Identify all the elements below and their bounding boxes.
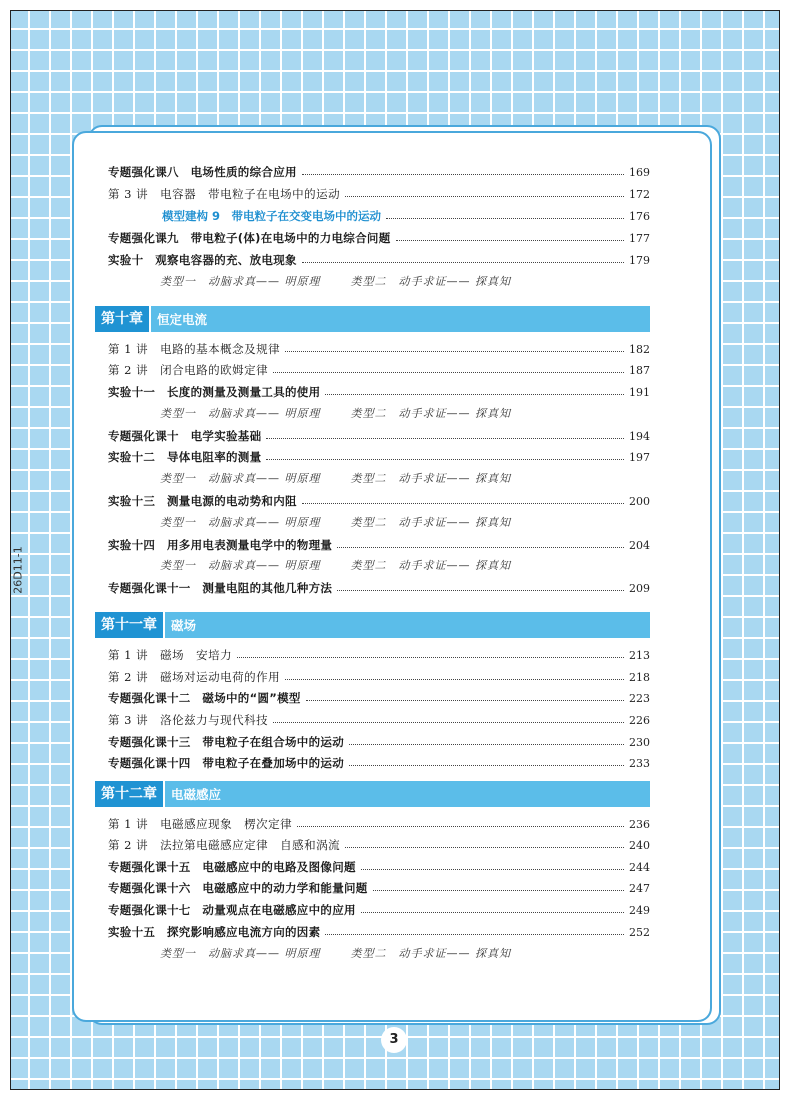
entry-page: 236 <box>629 817 650 831</box>
leader-dots <box>345 847 624 848</box>
leader-dots <box>273 372 624 373</box>
experiment-types <box>160 470 511 488</box>
toc-entry[interactable] <box>108 426 650 446</box>
toc-entry[interactable] <box>108 535 650 555</box>
type-two: 类型二 动手求证—— 探真知 <box>350 516 511 529</box>
toc-entry-model[interactable] <box>162 206 650 226</box>
toc-entry[interactable] <box>108 250 650 270</box>
type-one: 类型一 动脑求真—— 明原理 <box>160 516 321 529</box>
entry-page: 191 <box>629 385 650 399</box>
entry-title: 模型建构 9 带电粒子在交变电场中的运动 <box>162 209 382 223</box>
entry-page: 197 <box>629 450 650 464</box>
entry-title: 专题强化课十五 电磁感应中的电路及图像问题 <box>108 860 356 874</box>
entry-title: 第 2 讲 磁场对运动电荷的作用 <box>108 670 281 684</box>
leader-dots <box>266 459 624 460</box>
leader-dots <box>337 547 624 548</box>
leader-dots <box>302 503 624 504</box>
leader-dots <box>349 744 624 745</box>
entry-page: 172 <box>629 187 650 201</box>
entry-title: 实验十 观察电容器的充、放电现象 <box>108 253 297 267</box>
toc-entry[interactable] <box>108 835 650 855</box>
entry-title: 专题强化课十二 磁场中的“圆”模型 <box>108 691 301 705</box>
leader-dots <box>325 934 624 935</box>
entry-page: 249 <box>629 903 650 917</box>
chapter-number: 第十章 <box>95 306 151 332</box>
toc-entry[interactable] <box>108 922 650 942</box>
page-number: 3 <box>381 1027 407 1053</box>
entry-page: 179 <box>629 253 650 267</box>
chapter-header[interactable] <box>95 306 650 332</box>
toc-entry[interactable] <box>108 878 650 898</box>
entry-title: 第 1 讲 电路的基本概念及规律 <box>108 342 281 356</box>
toc-entry[interactable] <box>108 228 650 248</box>
toc-entry[interactable] <box>108 732 650 752</box>
leader-dots <box>273 722 624 723</box>
entry-title: 实验十二 导体电阻率的测量 <box>108 450 262 464</box>
type-two: 类型二 动手求证—— 探真知 <box>350 472 511 485</box>
entry-title: 专题强化课十 电学实验基础 <box>108 429 262 443</box>
entry-page: 230 <box>629 735 650 749</box>
entry-title: 第 3 讲 洛伦兹力与现代科技 <box>108 713 269 727</box>
type-one: 类型一 动脑求真—— 明原理 <box>160 407 321 420</box>
experiment-types <box>160 405 511 423</box>
leader-dots <box>297 826 624 827</box>
toc-entry[interactable] <box>108 578 650 598</box>
entry-title: 实验十三 测量电源的电动势和内阻 <box>108 494 297 508</box>
entry-page: 187 <box>629 363 650 377</box>
side-code: 26D11-1 <box>11 546 25 594</box>
leader-dots <box>285 351 624 352</box>
toc-entry[interactable] <box>108 491 650 511</box>
entry-page: 204 <box>629 538 650 552</box>
entry-page: 182 <box>629 342 650 356</box>
type-two: 类型二 动手求证—— 探真知 <box>350 407 511 420</box>
leader-dots <box>337 590 624 591</box>
chapter-number: 第十二章 <box>95 781 165 807</box>
leader-dots <box>306 700 624 701</box>
entry-title: 第 2 讲 闭合电路的欧姆定律 <box>108 363 269 377</box>
toc-entry[interactable] <box>108 645 650 665</box>
toc-entry[interactable] <box>108 382 650 402</box>
chapter-name: 磁场 <box>171 618 197 633</box>
entry-page: 169 <box>629 165 650 179</box>
leader-dots <box>349 765 624 766</box>
entry-page: 218 <box>629 670 650 684</box>
type-two: 类型二 动手求证—— 探真知 <box>350 947 511 960</box>
entry-title: 专题强化课十三 带电粒子在组合场中的运动 <box>108 735 344 749</box>
leader-dots <box>345 196 624 197</box>
entry-title: 专题强化课十六 电磁感应中的动力学和能量问题 <box>108 881 368 895</box>
toc-entry[interactable] <box>108 184 650 204</box>
type-two: 类型二 动手求证—— 探真知 <box>350 559 511 572</box>
leader-dots <box>302 174 624 175</box>
entry-page: 240 <box>629 838 650 852</box>
type-one: 类型一 动脑求真—— 明原理 <box>160 275 321 288</box>
chapter-header[interactable] <box>95 612 650 638</box>
type-two: 类型二 动手求证—— 探真知 <box>350 275 511 288</box>
entry-page: 226 <box>629 713 650 727</box>
leader-dots <box>237 657 624 658</box>
leader-dots <box>396 240 624 241</box>
entry-page: 176 <box>629 209 650 223</box>
entry-title: 第 2 讲 法拉第电磁感应定律 自感和涡流 <box>108 838 341 852</box>
entry-page: 223 <box>629 691 650 705</box>
toc-entry[interactable] <box>108 710 650 730</box>
entry-page: 209 <box>629 581 650 595</box>
entry-page: 177 <box>629 231 650 245</box>
type-one: 类型一 动脑求真—— 明原理 <box>160 947 321 960</box>
type-one: 类型一 动脑求真—— 明原理 <box>160 559 321 572</box>
entry-page: 200 <box>629 494 650 508</box>
entry-title: 专题强化课十一 测量电阻的其他几种方法 <box>108 581 333 595</box>
toc-entry[interactable] <box>108 667 650 687</box>
entry-page: 247 <box>629 881 650 895</box>
entry-title: 专题强化课十七 动量观点在电磁感应中的应用 <box>108 903 356 917</box>
experiment-types <box>160 557 511 575</box>
chapter-name: 恒定电流 <box>157 312 208 327</box>
experiment-types <box>160 945 511 963</box>
chapter-name: 电磁感应 <box>171 787 222 802</box>
entry-page: 213 <box>629 648 650 662</box>
toc-entry[interactable] <box>108 857 650 877</box>
leader-dots <box>285 679 624 680</box>
leader-dots <box>325 394 624 395</box>
toc-entry[interactable] <box>108 814 650 834</box>
entry-page: 252 <box>629 925 650 939</box>
leader-dots <box>361 869 624 870</box>
toc-entry[interactable] <box>108 447 650 467</box>
entry-title: 实验十一 长度的测量及测量工具的使用 <box>108 385 321 399</box>
leader-dots <box>266 438 624 439</box>
entry-title: 第 3 讲 电容器 带电粒子在电场中的运动 <box>108 187 341 201</box>
chapter-header[interactable] <box>95 781 650 807</box>
entry-page: 233 <box>629 756 650 770</box>
entry-title: 实验十四 用多用电表测量电学中的物理量 <box>108 538 333 552</box>
type-one: 类型一 动脑求真—— 明原理 <box>160 472 321 485</box>
entry-title: 实验十五 探究影响感应电流方向的因素 <box>108 925 321 939</box>
entry-page: 194 <box>629 429 650 443</box>
experiment-types <box>160 514 511 532</box>
toc-entry[interactable] <box>108 688 650 708</box>
entry-title: 第 1 讲 磁场 安培力 <box>108 648 233 662</box>
leader-dots <box>302 262 624 263</box>
toc-entry[interactable] <box>108 900 650 920</box>
entry-title: 专题强化课八 电场性质的综合应用 <box>108 165 297 179</box>
experiment-types <box>160 273 511 291</box>
entry-title: 专题强化课十四 带电粒子在叠加场中的运动 <box>108 756 344 770</box>
leader-dots <box>386 218 624 219</box>
entry-title: 第 1 讲 电磁感应现象 楞次定律 <box>108 817 293 831</box>
chapter-number: 第十一章 <box>95 612 165 638</box>
toc-entry[interactable] <box>108 339 650 359</box>
leader-dots <box>361 912 624 913</box>
entry-page: 244 <box>629 860 650 874</box>
toc-entry[interactable] <box>108 360 650 380</box>
entry-title: 专题强化课九 带电粒子(体)在电场中的力电综合问题 <box>108 231 391 245</box>
toc-entry[interactable] <box>108 753 650 773</box>
toc-entry[interactable] <box>108 162 650 182</box>
leader-dots <box>373 890 624 891</box>
